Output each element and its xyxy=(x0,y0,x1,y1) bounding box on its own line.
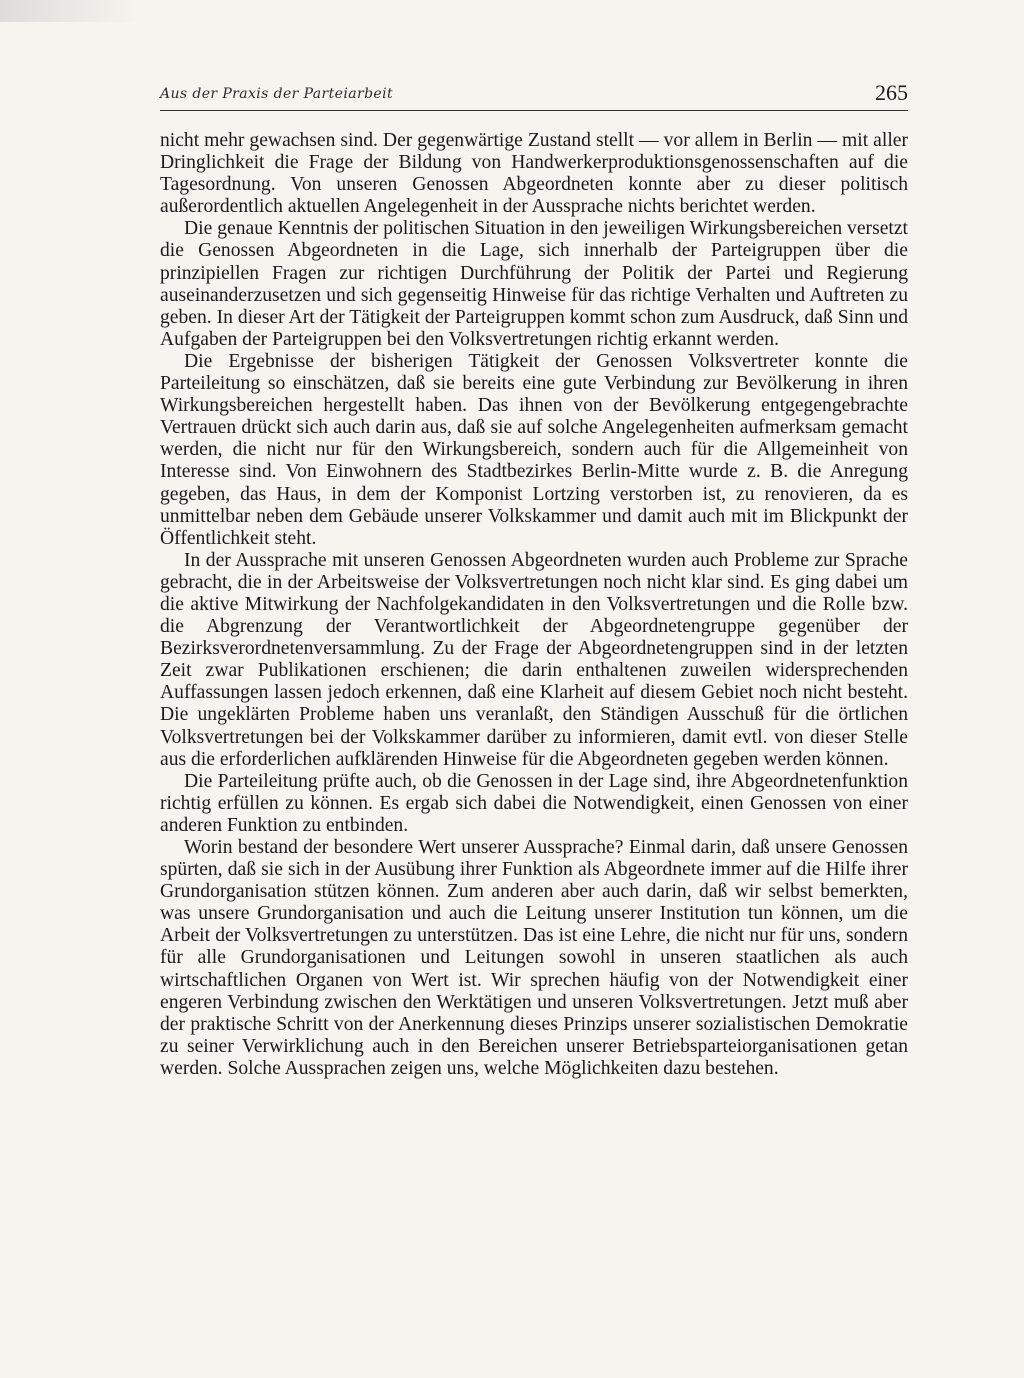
paragraph-5: Die Parteileitung prüfte auch, ob die Genossen in der Lage sind, ihre Abgeordnetenfunktion richtig erfüllen zu können. Es ergab sich dabei die Notwendigkeit, einen Genossen von einer anderen Funktion zu entbinden. xyxy=(160,770,908,836)
running-head: Aus der Praxis der Parteiarbeit xyxy=(160,86,394,102)
paragraph-6: Worin bestand der besondere Wert unserer Aussprache? Einmal darin, daß unsere Genossen spürten, daß sie sich in der Ausübung ihrer Funktion als Abgeordnete immer auf die Hilfe ihrer Grundorganisation stützen können. Zum anderen aber auch darin, daß wir selbst bemerkten, was unsere Grundorganisation und auch die Leitung unserer Institution tun können, um die Arbeit der Volksvertretungen zu unterstützen. Das ist eine Lehre, die nicht nur für uns, sondern für alle Grundorganisationen und Leitungen sowohl in unseren staatlichen als auch wirtschaftlichen Organen von Wert ist. Wir sprechen häufig von der Notwendigkeit einer engeren Verbindung zwischen den Werktätigen und unseren Volksvertretungen. Jetzt muß aber der praktische Schritt von der Anerkennung dieses Prinzips unserer sozialistischen Demokratie zu seiner Verwirklichung auch in den Bereichen unserer Betriebsparteiorganisationen getan werden. Solche Aussprachen zeigen uns, welche Möglichkeiten dazu bestehen. xyxy=(160,837,908,1079)
body-text xyxy=(160,130,908,1080)
page-header xyxy=(160,80,908,114)
scan-smudge xyxy=(0,0,140,22)
paragraph-2: Die genaue Kenntnis der politischen Situation in den jeweiligen Wirkungsbereichen versetzt die Genossen Abgeordneten in die Lage, sich innerhalb der Parteigruppen über die prinzipiellen Fragen zur richtigen Durchführung der Politik der Partei und Regierung auseinanderzusetzen und sich gegenseitig Hinweise für das richtige Verhalten und Auftreten zu geben. In dieser Art der Tätigkeit der Parteigruppen kommt schon zum Ausdruck, daß Sinn und Aufgaben der Parteigruppen bei den Volksvertretungen richtig erkannt werden. xyxy=(160,218,908,350)
page-number: 265 xyxy=(875,80,908,105)
paragraph-1: nicht mehr gewachsen sind. Der gegenwärtige Zustand stellt — vor allem in Berlin — mit aller Dringlichkeit die Frage der Bildung von Handwerkerproduktionsgenossenschaften auf die Tagesordnung. Von unseren Genossen Abgeordneten konnte aber zu dieser politisch außerordentlich aktuellen Angelegenheit in der Aussprache nichts berichtet werden. xyxy=(160,130,908,218)
paragraph-3: Die Ergebnisse der bisherigen Tätigkeit der Genossen Volksvertreter konnte die Parteileitung so einschätzen, daß sie bereits eine gute Verbindung zur Bevölkerung in ihren Wirkungsbereichen hergestellt haben. Das ihnen von der Bevölkerung entgegengebrachte Vertrauen drückt sich auch darin aus, daß sie auf solche Angelegenheiten aufmerksam gemacht werden, die nicht nur für den Wirkungsbereich, sondern auch für die Allgemeinheit von Interesse sind. Von Einwohnern des Stadtbezirkes Berlin-Mitte wurde z. B. die Anregung gegeben, das Haus, in dem der Komponist Lortzing verstorben ist, zu renovieren, da es unmittelbar neben dem Gebäude unserer Volkskammer und damit auch mit im Blickpunkt der Öffentlichkeit steht. xyxy=(160,350,908,549)
paragraph-4: In der Aussprache mit unseren Genossen Abgeordneten wurden auch Probleme zur Sprache gebracht, die in der Arbeitsweise der Volksvertretungen noch nicht klar sind. Es ging dabei um die aktive Mitwirkung der Nachfolgekandidaten in den Volksvertretungen und die Rolle bzw. die Abgrenzung der Verantwortlichkeit der Abgeordnetengruppe gegenüber der Bezirksverordnetenversammlung. Zu der Frage der Abgeordnetengruppen sind in der letzten Zeit zwar Publikationen erschienen; die darin enthaltenen zuweilen widersprechenden Auffassungen lassen jedoch erkennen, daß eine Klarheit auf diesem Gebiet noch nicht besteht. Die ungeklärten Probleme haben uns veranlaßt, den Ständigen Ausschuß für die örtlichen Volksvertretungen bei der Volkskammer darüber zu informieren, damit evtl. von dieser Stelle aus die erforderlichen aufklärenden Hinweise für die Abgeordneten gegeben werden können. xyxy=(160,549,908,770)
header-rule xyxy=(160,110,908,111)
